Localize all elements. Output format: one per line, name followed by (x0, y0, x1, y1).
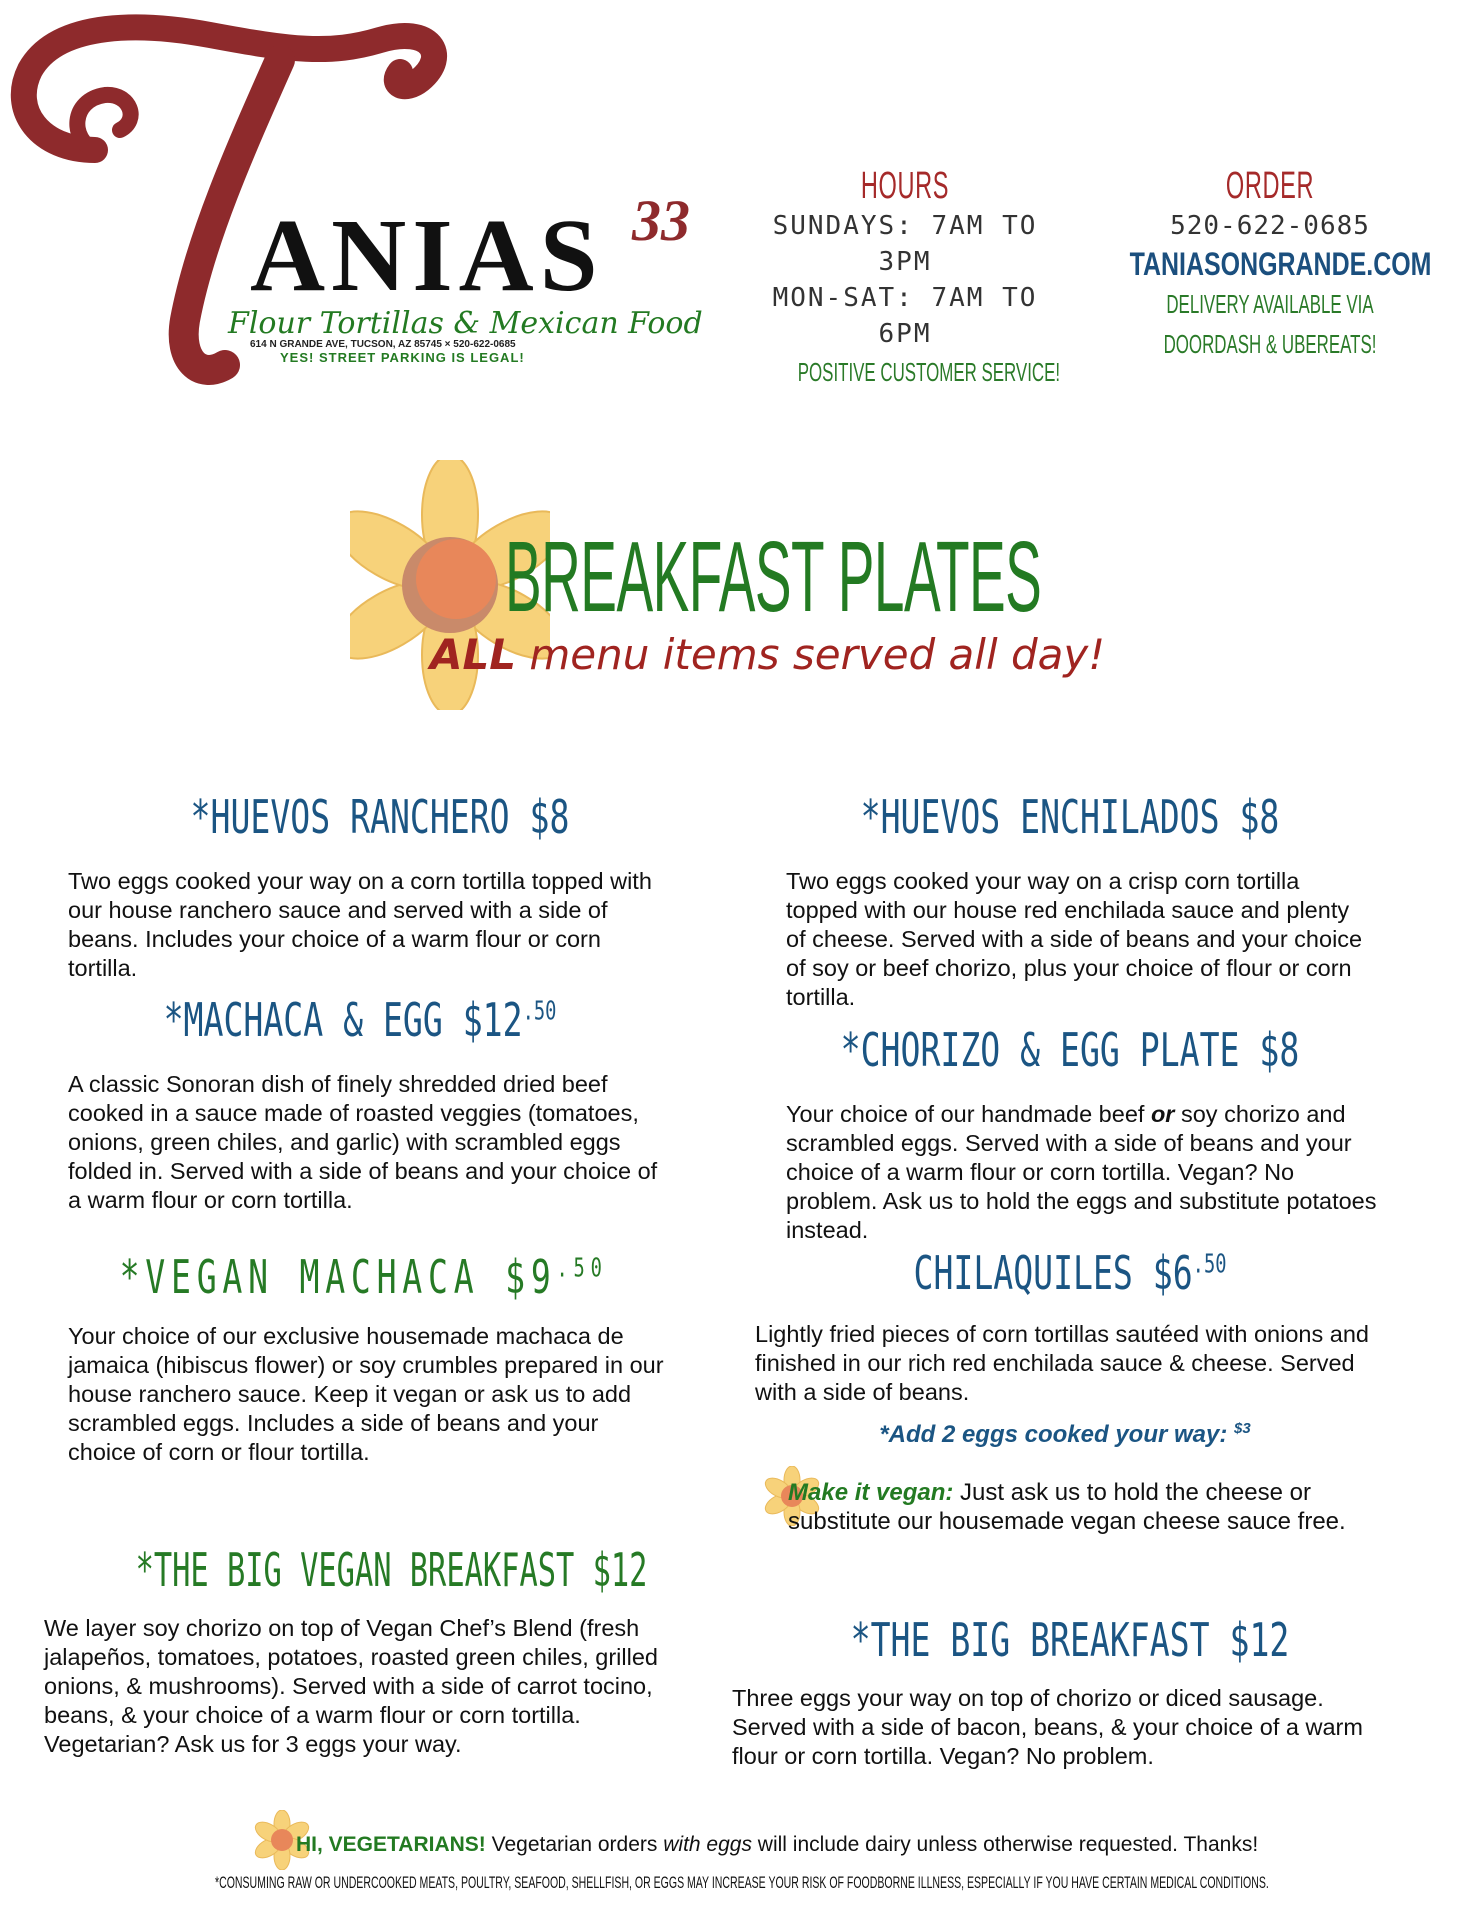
logo-number: 33 (632, 188, 690, 253)
item-name: *CHORIZO & EGG PLATE (840, 1023, 1240, 1077)
hours-mon-sat: MON-SAT: 7AM TO 6PM (772, 283, 1038, 349)
item-description: We layer soy chorizo on top of Vegan Chef’s Blend (fresh jalapeños, tomatoes, potatoes, roasted green chiles, grilled onions, & mushrooms). Served with a side of carrot tocino, beans, & your choice of a warm flour or corn tortilla. Vegetarian? Ask us for 3 eggs your way. (44, 1615, 658, 1757)
item-name: *VEGAN MACHACA (119, 1250, 480, 1304)
order-block (1090, 165, 1450, 364)
item-price: $8 (1239, 790, 1280, 844)
subtitle-emphasis: ALL (430, 630, 517, 679)
item-price: $12 (592, 1543, 648, 1597)
menu-item-title (130, 993, 591, 1047)
hours-block (740, 165, 1070, 392)
item-name: CHILAQUILES (913, 1246, 1133, 1300)
menu-item-title (832, 790, 1307, 844)
food-safety-disclaimer: *CONSUMING RAW OR UNDERCOOKED MEATS, POULTRY, SEAFOOD, SHELLFISH, OR EGGS MAY INCREASE YOUR RISK OF FOODBORNE ILLNESS, ESPECIALLY IF YOU HAVE CERTAIN MEDICAL CONDITIONS. (215, 1873, 1269, 1892)
vegan-note: Make it vegan: Just ask us to hold the cheese or substitute our housemade vegan cheese sauce free. (788, 1479, 1346, 1535)
order-phone[interactable]: 520-622-0685 (1170, 211, 1370, 241)
item-name: *THE BIG BREAKFAST (850, 1613, 1210, 1667)
hours-sunday: SUNDAYS: 7AM TO 3PM (772, 211, 1038, 277)
order-title: ORDER (1225, 165, 1315, 207)
item-price: $8 (1259, 1023, 1300, 1077)
order-delivery-line1: DELIVERY AVAILABLE VIA (1166, 289, 1374, 319)
logo-name: ANIAS (250, 198, 604, 313)
item-description: Two eggs cooked your way on a corn tortilla topped with our house ranchero sauce and served with a side of beans. Includes your choice of a warm flour or corn tortilla. (68, 868, 652, 981)
vegetarian-note: HI, VEGETARIANS! Vegetarian orders with eggs will include dairy unless otherwise requested. Thanks! (296, 1833, 1259, 1856)
item-description: A classic Sonoran dish of finely shredded dried beef cooked in a sauce made of roasted veggies (tomatoes, onions, green chiles, and garlic) with scrambled eggs folded in. Served with a side of beans and your choice of a warm flour or corn tortilla. (68, 1071, 658, 1213)
logo-tagline: Flour Tortillas & Mexican Food (228, 306, 703, 341)
addon-note: *Add 2 eggs cooked your way: $^{\$3}$ (879, 1420, 1251, 1448)
menu-item-title (832, 1246, 1307, 1300)
item-description: Lightly fried pieces of corn tortillas sautéed with onions and finished in our rich red enchilada sauce & cheese. Served with a side of beans. (755, 1321, 1369, 1405)
logo-address: 614 N GRANDE AVE, TUCSON, AZ 85745 × 520-622-0685 (250, 339, 516, 350)
menu-item-title (150, 790, 611, 844)
section-subtitle (430, 630, 1105, 679)
order-delivery-line2: DOORDASH & UBEREATS! (1163, 329, 1377, 359)
menu-item-title (135, 1543, 648, 1597)
item-price: $\$9^{.50}$ (505, 1250, 608, 1304)
menu-item-title (119, 1250, 608, 1304)
hours-note: POSITIVE CUSTOMER SERVICE! (797, 357, 1061, 387)
item-name: *HUEVOS RANCHERO (190, 790, 510, 844)
order-website-link[interactable]: TANIASONGRANDE.COM (1129, 246, 1432, 282)
hours-title: HOURS (860, 165, 950, 207)
item-description: Three eggs your way on top of chorizo or diced sausage. Served with a side of bacon, beans, & your choice of a warm flour or corn tortilla. Vegan? No problem. (732, 1685, 1363, 1769)
item-description: Your choice of our exclusive housemade machaca de jamaica (hibiscus flower) or soy crumbles prepared in our house ranchero sauce. Keep it vegan or ask us to add scrambled eggs. Includes a side of beans and your choice of corn or flour tortilla. (68, 1323, 664, 1465)
logo-parking: YES! STREET PARKING IS LEGAL! (280, 350, 525, 365)
subtitle-text: menu items served all day! (516, 630, 1106, 679)
item-description: Your choice of our handmade beef or soy chorizo and scrambled eggs. Served with a side of beans and your choice of a warm flour or corn tortilla. Vegan? No problem. Ask us to hold the eggs and substitute potatoes instead. (786, 1101, 1377, 1243)
item-price: $\$12^{.50}$ (462, 993, 557, 1047)
menu-item-title (832, 1023, 1307, 1077)
item-price: $\$6^{.50}$ (1152, 1246, 1227, 1300)
item-price: $12 (1229, 1613, 1290, 1667)
tanias-logo (0, 0, 720, 400)
item-price: $8 (529, 790, 570, 844)
item-name: *THE BIG VEGAN BREAKFAST (135, 1543, 575, 1597)
menu-item-title (832, 1613, 1307, 1667)
item-description: Two eggs cooked your way on a crisp corn tortilla topped with our house red enchilada sauce and plenty of cheese. Served with a side of beans and your choice of soy or beef chorizo, plus your choice of flour or corn tortilla. (786, 868, 1363, 1010)
item-name: *HUEVOS ENCHILADOS (860, 790, 1220, 844)
section-title: BREAKFAST PLATES (505, 521, 1042, 633)
item-name: *MACHACA & EGG (163, 993, 443, 1047)
